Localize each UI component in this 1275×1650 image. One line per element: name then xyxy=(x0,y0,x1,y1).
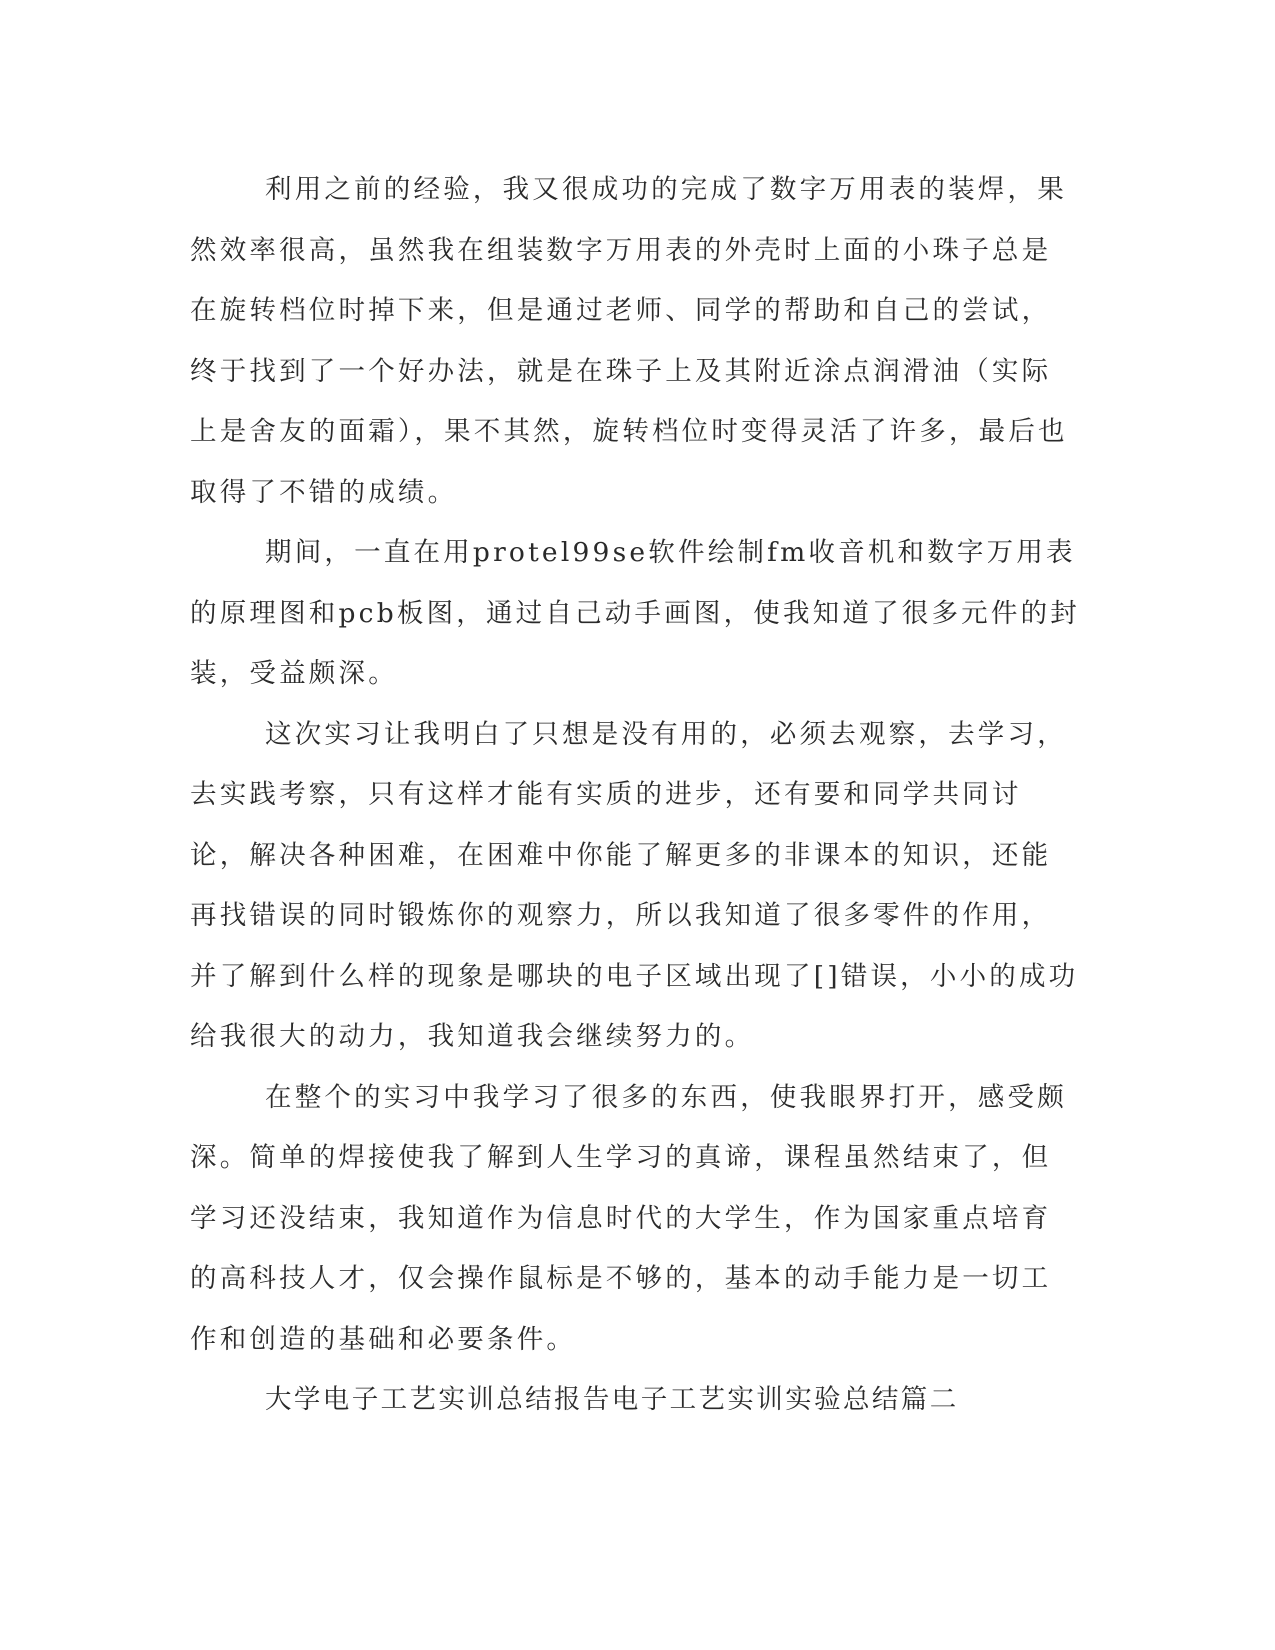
paragraph-2: 期间，一直在用protel99se软件绘制fm收音机和数字万用表的原理图和pcb板图，通过自己动手画图，使我知道了很多元件的封装，受益颇深。 xyxy=(190,537,1080,689)
section-heading: 大学电子工艺实训总结报告电子工艺实训实验总结篇二 xyxy=(265,1384,959,1415)
document-body xyxy=(190,160,1080,1431)
paragraph-4: 在整个的实习中我学习了很多的东西，使我眼界打开，感受颇深。简单的焊接使我了解到人生学习的真谛，课程虽然结束了，但学习还没结束，我知道作为信息时代的大学生，作为国家重点培育的高科技人才，仅会操作鼠标是不够的，基本的动手能力是一切工作和创造的基础和必要条件。 xyxy=(190,1081,1067,1355)
paragraph-3: 这次实习让我明白了只想是没有用的，必须去观察，去学习，去实践考察，只有这样才能有实质的进步，还有要和同学共同讨论，解决各种困难，在困难中你能了解更多的非课本的知识，还能再找错误的同时锻炼你的观察力，所以我知道了很多零件的作用，并了解到什么样的现象是哪块的电子区域出现了[]错误，小小的成功给我很大的动力，我知道我会继续努力的。 xyxy=(190,718,1079,1052)
paragraph-1: 利用之前的经验，我又很成功的完成了数字万用表的装焊，果然效率很高，虽然我在组装数字万用表的外壳时上面的小珠子总是在旋转档位时掉下来，但是通过老师、同学的帮助和自己的尝试，终于找到了一个好办法，就是在珠子上及其附近涂点润滑油（实际上是舍友的面霜），果不其然，旋转档位时变得灵活了许多，最后也取得了不错的成绩。 xyxy=(190,174,1068,508)
